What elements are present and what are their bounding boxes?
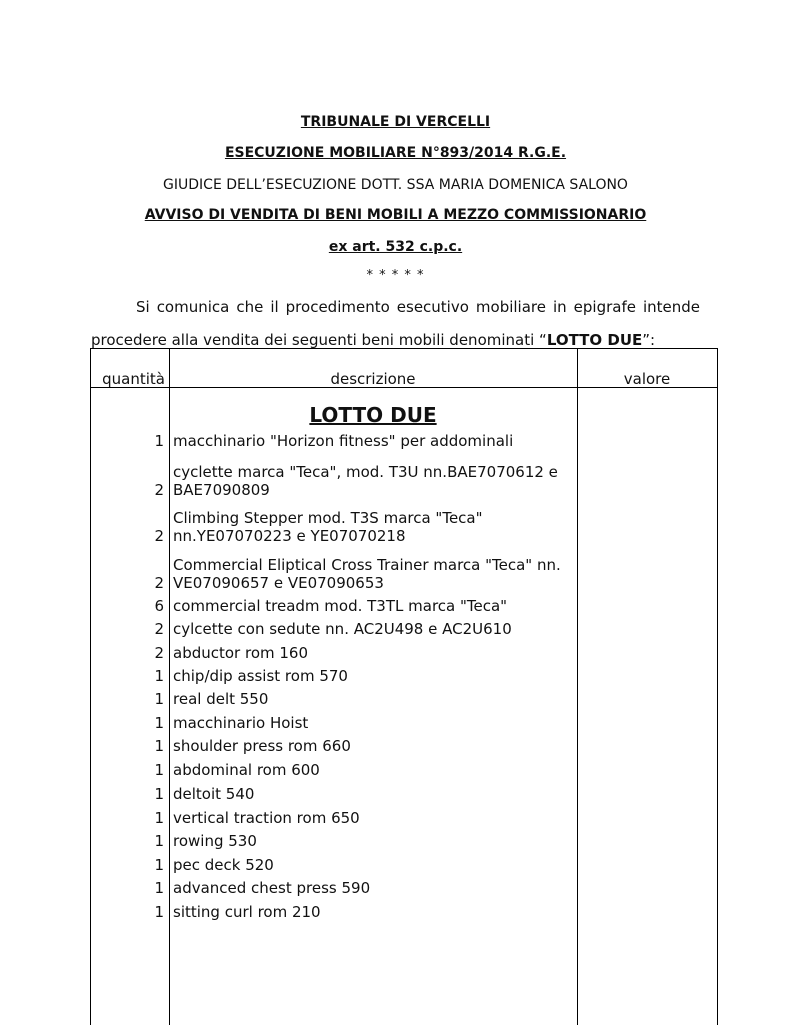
table-row [91, 712, 577, 732]
table-row [91, 854, 577, 874]
intro-line-2 [91, 330, 655, 350]
row-quantity: 2 [154, 527, 164, 545]
row-description: commercial treadm mod. T3TL marca "Teca" [173, 597, 508, 615]
case-number: ESECUZIONE MOBILIARE N°893/2014 R.G.E. [224, 145, 567, 161]
row-description: real delt 550 [173, 690, 269, 708]
row-quantity: 2 [154, 644, 164, 662]
table-row [91, 459, 577, 499]
table-row [91, 877, 577, 897]
row-quantity: 1 [154, 832, 164, 850]
table-row [91, 430, 577, 450]
row-quantity: 1 [154, 432, 164, 450]
row-quantity: 1 [154, 809, 164, 827]
row-description: cylcette con sedute nn. AC2U498 e AC2U610 [173, 620, 512, 638]
separator-stars: * * * * * [366, 268, 425, 283]
row-description: rowing 530 [173, 832, 257, 850]
items-table [90, 348, 718, 1025]
row-description: deltoit 540 [173, 785, 255, 803]
column-header-value: valore [623, 370, 671, 388]
lot-title: LOTTO DUE [309, 403, 437, 427]
row-quantity: 2 [154, 481, 164, 499]
court-title: TRIBUNALE DI VERCELLI [300, 114, 491, 130]
row-description: Climbing Stepper mod. T3S marca "Teca" nn.YE07070223 e YE07070218 [173, 509, 483, 545]
table-row [91, 807, 577, 827]
table-row [91, 830, 577, 850]
column-divider-quantity [169, 349, 170, 1025]
row-description: cyclette marca "Teca", mod. T3U nn.BAE7070612 e BAE7090809 [173, 463, 558, 499]
row-quantity: 1 [154, 714, 164, 732]
table-row [91, 665, 577, 685]
row-quantity: 1 [154, 856, 164, 874]
table-row [91, 642, 577, 662]
intro-line-1: Si comunica che il procedimento esecutivo mobiliare in epigrafe intende [136, 298, 700, 316]
table-row [91, 688, 577, 708]
column-divider-value [577, 349, 578, 1025]
intro-line-2-suffix: ”: [642, 331, 656, 349]
table-row [91, 901, 577, 921]
row-description: sitting curl rom 210 [173, 903, 321, 921]
row-description: vertical traction rom 650 [173, 809, 360, 827]
row-quantity: 1 [154, 761, 164, 779]
row-quantity: 1 [154, 879, 164, 897]
table-row [91, 759, 577, 779]
row-quantity: 1 [154, 667, 164, 685]
row-description: shoulder press rom 660 [173, 737, 351, 755]
row-description: advanced chest press 590 [173, 879, 371, 897]
row-description: macchinario Hoist [173, 714, 309, 732]
row-description: Commercial Eliptical Cross Trainer marca "Teca" nn. VE07090657 e VE07090653 [173, 556, 561, 592]
table-row [91, 552, 577, 592]
row-description: macchinario "Horizon fitness" per addominali [173, 432, 514, 450]
row-quantity: 1 [154, 785, 164, 803]
intro-lot-name: LOTTO DUE [546, 331, 643, 349]
row-quantity: 2 [154, 620, 164, 638]
row-description: chip/dip assist rom 570 [173, 667, 348, 685]
row-quantity: 1 [154, 903, 164, 921]
row-description: abductor rom 160 [173, 644, 309, 662]
row-description: pec deck 520 [173, 856, 274, 874]
intro-line-2-prefix: procedere alla vendita dei seguenti beni mobili denominati “ [91, 331, 547, 349]
table-row [91, 735, 577, 755]
column-header-description: descrizione [330, 370, 416, 388]
article-reference: ex art. 532 c.p.c. [328, 239, 463, 255]
row-quantity: 1 [154, 690, 164, 708]
table-row [91, 618, 577, 638]
judge-line: GIUDICE DELL’ESECUZIONE DOTT. SSA MARIA DOMENICA SALONO [163, 177, 628, 193]
notice-title: AVVISO DI VENDITA DI BENI MOBILI A MEZZO COMMISSIONARIO [144, 207, 647, 223]
row-quantity: 6 [154, 597, 164, 615]
row-quantity: 2 [154, 574, 164, 592]
table-row [91, 505, 577, 545]
row-description: abdominal rom 600 [173, 761, 320, 779]
table-row [91, 595, 577, 615]
column-header-quantity: quantità [102, 370, 165, 388]
row-quantity: 1 [154, 737, 164, 755]
table-row [91, 783, 577, 803]
